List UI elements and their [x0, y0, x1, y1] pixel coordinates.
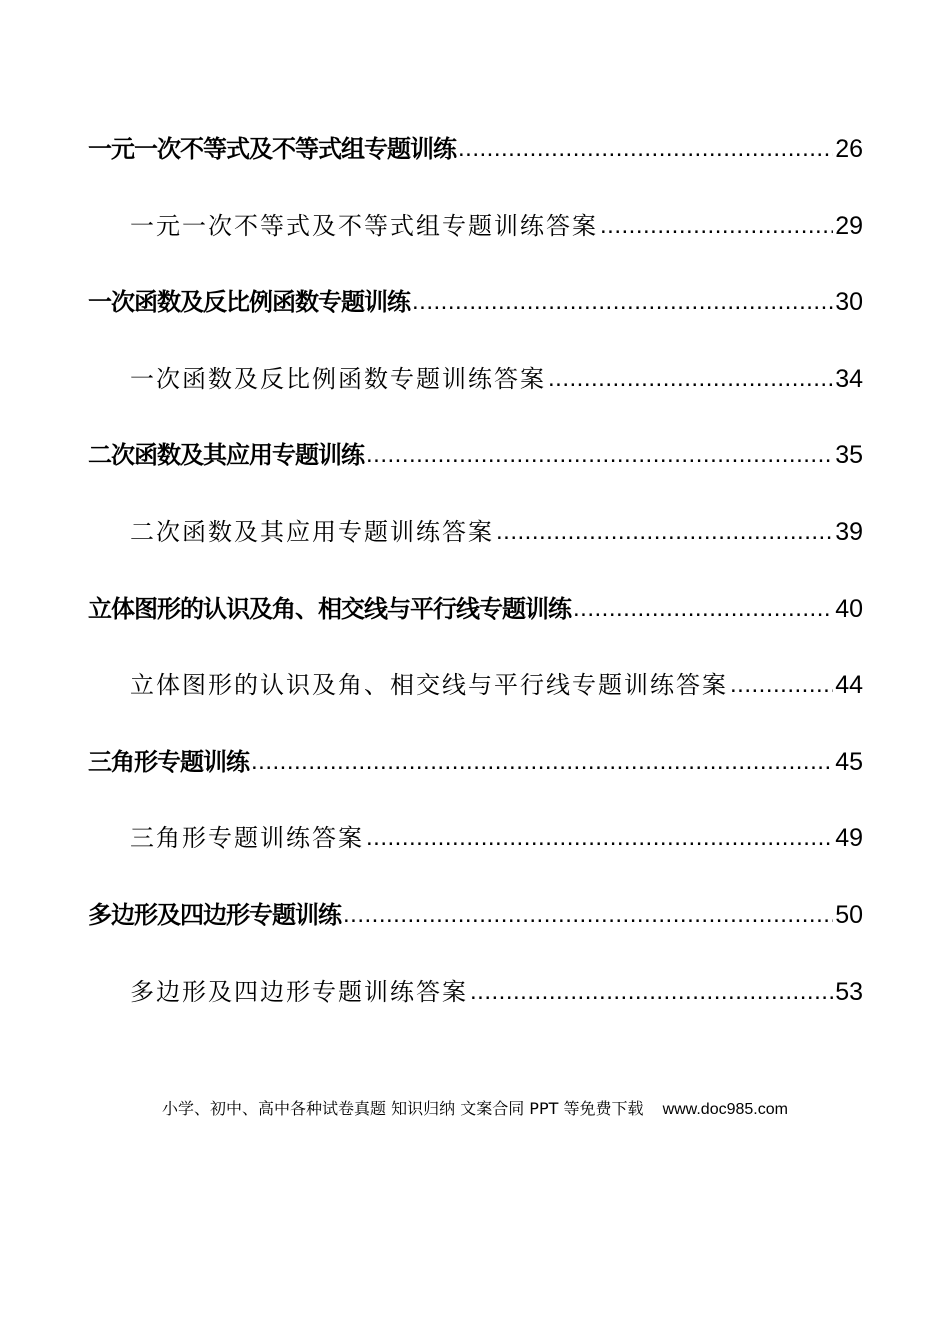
toc-entry-page: 30 — [835, 288, 863, 317]
toc-entry[interactable] — [88, 819, 863, 857]
toc-entry-title: 一次函数及反比例函数专题训练答案 — [130, 364, 546, 393]
toc-entry[interactable] — [88, 896, 863, 934]
toc-entry-page: 49 — [835, 824, 863, 853]
toc-entry[interactable] — [88, 130, 863, 168]
toc-entry-page: 40 — [835, 594, 863, 623]
dot-leader — [343, 896, 833, 934]
toc-entry-title: 三角形专题训练 — [88, 747, 249, 776]
dot-leader — [251, 743, 833, 781]
toc-entry[interactable] — [88, 973, 863, 1011]
toc-entry-page: 29 — [835, 211, 863, 240]
dot-leader — [458, 130, 833, 168]
toc-entry[interactable] — [88, 360, 863, 398]
toc-entry-title: 多边形及四边形专题训练 — [88, 900, 341, 929]
toc-entry[interactable] — [88, 666, 863, 704]
page-footer — [0, 1096, 950, 1119]
dot-leader — [366, 436, 833, 474]
toc-entry-page: 35 — [835, 441, 863, 470]
dot-leader — [548, 360, 833, 398]
toc-entry-page: 53 — [835, 977, 863, 1006]
toc-entry-page: 26 — [835, 135, 863, 163]
toc-entry-title: 一元一次不等式及不等式组专题训练 — [88, 135, 456, 163]
toc-entry[interactable] — [88, 436, 863, 474]
table-of-contents — [88, 130, 863, 1049]
toc-entry-title: 一元一次不等式及不等式组专题训练答案 — [130, 211, 598, 240]
toc-entry[interactable] — [88, 743, 863, 781]
toc-entry-title: 二次函数及其应用专题训练答案 — [130, 517, 494, 546]
dot-leader — [470, 973, 833, 1011]
toc-entry-page: 44 — [835, 671, 863, 700]
toc-entry-title: 三角形专题训练答案 — [130, 824, 364, 853]
dot-leader — [412, 283, 833, 321]
toc-entry-title: 立体图形的认识及角、相交线与平行线专题训练 — [88, 594, 571, 623]
toc-entry[interactable] — [88, 283, 863, 321]
toc-entry-title: 一次函数及反比例函数专题训练 — [88, 288, 410, 317]
dot-leader — [366, 819, 833, 857]
toc-entry[interactable] — [88, 590, 863, 628]
footer-url-link[interactable]: www.doc985.com — [662, 1101, 788, 1118]
toc-entry-page: 50 — [835, 900, 863, 929]
footer-text: 小学、初中、高中各种试卷真题 知识归纳 文案合同 PPT 等免费下载 — [162, 1099, 644, 1118]
dot-leader — [573, 590, 833, 628]
toc-entry-page: 34 — [835, 364, 863, 393]
toc-entry-page: 39 — [835, 517, 863, 546]
toc-entry-title: 立体图形的认识及角、相交线与平行线专题训练答案 — [130, 671, 728, 700]
dot-leader — [730, 666, 833, 704]
dot-leader — [496, 513, 833, 551]
toc-entry-title: 多边形及四边形专题训练答案 — [130, 977, 468, 1006]
toc-entry-title: 二次函数及其应用专题训练 — [88, 441, 364, 470]
dot-leader — [600, 207, 833, 245]
toc-entry[interactable] — [88, 207, 863, 245]
toc-entry[interactable] — [88, 513, 863, 551]
toc-entry-page: 45 — [835, 747, 863, 776]
